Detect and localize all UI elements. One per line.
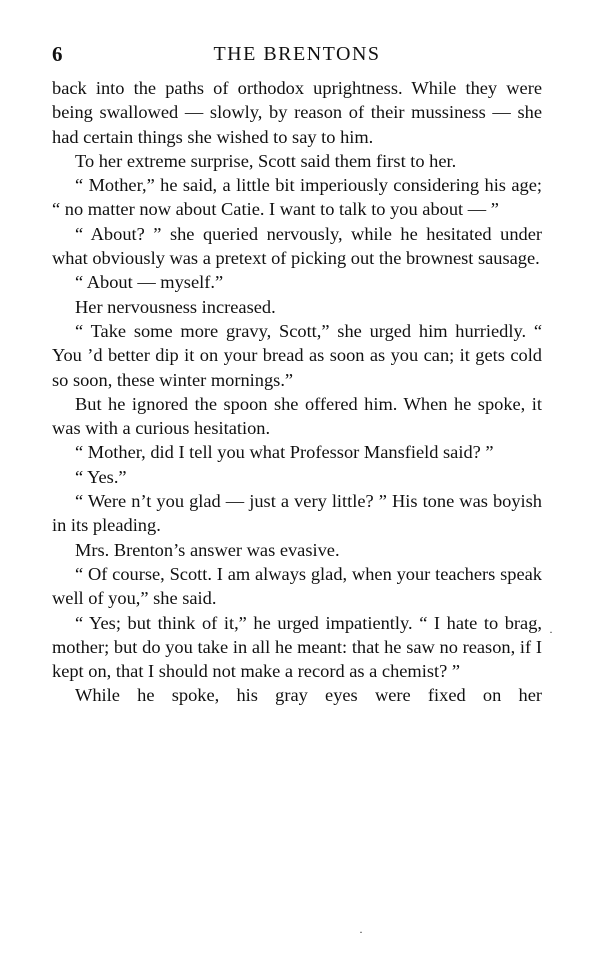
body-text bbox=[52, 76, 542, 708]
paragraph: Mrs. Brenton’s answer was evasive. bbox=[75, 539, 340, 560]
paragraph: “ About? ” she queried nervously, while he hesitated under what obviously was a pretext of picking out the brownest sausage. bbox=[52, 223, 542, 269]
paragraph: “ Mother, did I tell you what Professor Mansfield said? ” bbox=[75, 442, 494, 463]
paragraph: “ Mother,” he said, a little bit imperiously considering his age; “ no matter now about Catie. I want to talk to you about — ” bbox=[52, 175, 542, 220]
stray-mark: · bbox=[359, 925, 363, 939]
running-title: THE BRENTONS bbox=[213, 43, 381, 65]
paragraph: “ About — myself.” bbox=[75, 272, 224, 293]
paragraph: “ Were n’t you glad — just a very little? ” His tone was boyish in its pleading. bbox=[52, 491, 542, 536]
paragraph: Her nervousness increased. bbox=[75, 296, 276, 317]
page-number: 6 bbox=[52, 42, 63, 66]
paragraph: While he spoke, his gray eyes were fixed on her bbox=[75, 685, 542, 706]
paragraph: “ Yes.” bbox=[75, 466, 127, 487]
paragraph: “ Of course, Scott. I am always glad, when your teachers speak well of you,” she said. bbox=[52, 563, 542, 609]
paragraph: But he ignored the spoon she offered him. When he spoke, it was with a curious hesitation. bbox=[52, 393, 542, 439]
page-header bbox=[52, 38, 542, 70]
paragraph: To her extreme surprise, Scott said them first to her. bbox=[75, 150, 457, 171]
paragraph: “ Yes; but think of it,” he urged impatiently. “ I hate to brag, mother; but do you take in all he meant: that he saw no reason, if I kept on, that I should not make a record as a chemist? ” bbox=[52, 612, 542, 682]
paragraph: back into the paths of orthodox uprightness. While they were being swallowed — slowly, by reason of their mussiness — she had certain things she wished to say to him. bbox=[52, 78, 542, 147]
stray-mark: · bbox=[549, 625, 553, 639]
paragraph: “ Take some more gravy, Scott,” she urged him hurriedly. “ You ’d better dip it on your bread as soon as you can; it gets cold so soon, these winter mornings.” bbox=[52, 320, 542, 390]
